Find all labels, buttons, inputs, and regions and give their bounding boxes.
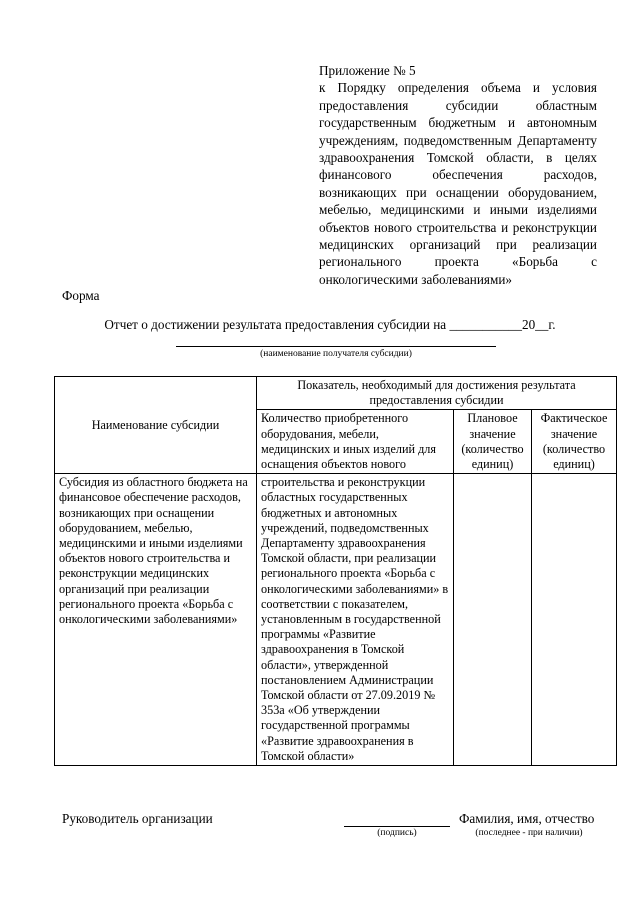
indicator-group-header: Показатель, необходимый для достижения результата предоставления субсидии xyxy=(257,377,617,410)
head-of-organization-label: Руководитель организации xyxy=(62,811,213,826)
quantity-cell: строительства и реконструкции областных государственных бюджетных и автономных учреждений, подведомственных Департаменту здравоохранения Томской области, при реализации регионального проекта «Борьба с онкологическими заболеваниями» в соответствии с показателем, установленным в государственной программы «Развитие здравоохранения в Томской области», утвержденной постановлением Администрации Томской области от 27.09.2019 № 353а «Об утверждении государственной программы «Развитие здравоохранения в Томской области» xyxy=(257,474,454,766)
subsidy-name-cell: Субсидия из областного бюджета на финансовое обеспечение расходов, возникающих при оснащении оборудованием, мебелью, медицинскими и иными изделиями объектов нового строительства и реконструкции медицинских организаций при реализации регионального проекта «Борьба с онкологическими заболеваниями» xyxy=(55,474,257,766)
table-header-row xyxy=(55,377,617,410)
form-label: Форма xyxy=(62,288,100,303)
plan-value-header: Плановое значение (количество единиц) xyxy=(454,410,532,474)
signature-line xyxy=(344,826,450,827)
recipient-caption: (наименование получателя субсидии) xyxy=(260,349,412,359)
appendix-block xyxy=(319,62,597,288)
appendix-title: Приложение № 5 xyxy=(319,63,416,78)
fio-label: Фамилия, имя, отчество xyxy=(459,811,595,826)
recipient-line xyxy=(176,346,496,347)
plan-value-cell xyxy=(454,474,532,766)
fio-caption: (последнее - при наличии) xyxy=(475,828,583,838)
quantity-header: Количество приобретенного оборудования, мебели, медицинских и иных изделий для оснащения объектов нового xyxy=(257,410,454,474)
indicator-table xyxy=(54,376,617,766)
fact-value-cell xyxy=(532,474,617,766)
report-title: Отчет о достижении результата предоставления субсидии на ___________20__г. xyxy=(104,317,556,332)
subsidy-name-header: Наименование субсидии xyxy=(55,377,257,474)
appendix-text: к Порядку определения объема и условия предоставления субсидии областным государственным бюджетным и автономным учреждениям, подведомственным Департаменту здравоохранения Томской области, в целях финансового обеспечения расходов, возникающих при оснащении оборудованием, мебелью, медицинскими и иными изделиями объектов нового строительства и реконструкции медицинских организаций при реализации регионального проекта «Борьба с онкологическими заболеваниями» xyxy=(319,80,597,287)
table-row xyxy=(55,474,617,766)
fact-value-header: Фактическое значение (количество единиц) xyxy=(532,410,617,474)
signature-caption: (подпись) xyxy=(377,828,417,838)
